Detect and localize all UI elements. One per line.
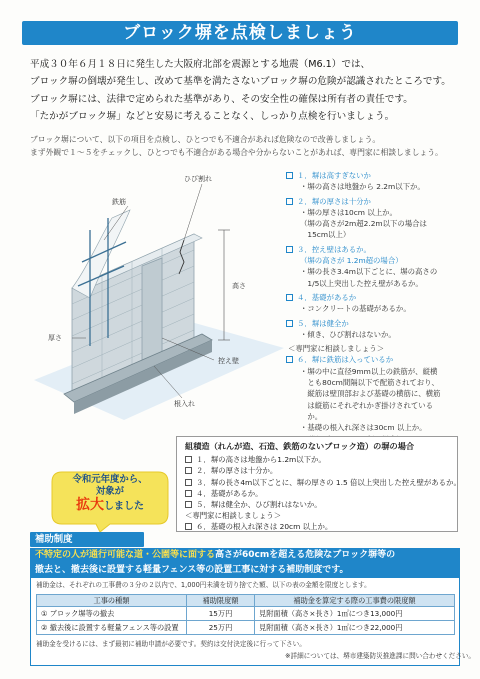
checkbox-icon[interactable] [185,490,192,497]
subsidy-footnote: 補助金を受けるには、まず最初に補助申請が必要です。契約は交付決定後に行って下さい。 [36,640,306,648]
check-item-6[interactable]: ６．塀に鉄筋は入っているか [286,354,466,365]
masonry-item[interactable]: ６．基礎の根入れ深さは 20cm 以上か。 [185,521,449,532]
masonry-item[interactable]: ４．基礎があるか。 [185,488,449,499]
checkbox-icon[interactable] [185,456,192,463]
checkbox-icon[interactable] [286,294,293,301]
subsidy-details [30,578,476,666]
label-foundation: 根入れ [174,400,195,408]
intro-line: ブロック塀の倒壊が発生し、改めて基準を満たさないブロック塀の危険が認識されたところです。 [30,76,451,88]
block-wall-illustration [34,170,284,420]
table-header-row: 工事の種類 補助限度額 補助金を算定する際の工事費の限度額 [37,595,455,607]
expansion-badge: 令和元年度から、 対象が 拡大しました [72,474,148,513]
checkbox-icon[interactable] [286,356,293,363]
label-rebar: 鉄筋 [112,198,126,206]
label-buttress: 控え壁 [218,357,239,365]
subsidy-heading: 補助制度 [30,532,144,547]
checkbox-icon[interactable] [286,198,293,205]
masonry-item[interactable]: ２．塀の厚さは十分か。 [185,465,449,476]
subsidy-table [36,594,455,635]
lead-line: まず外観で１～５をチェックし、ひとつでも不適合がある場合や分からないことがあれば、専門家に相談しましょう。 [30,148,443,157]
label-height: 高さ [232,282,246,290]
check-item-5[interactable]: ５．塀は健全か [286,318,466,329]
intro-text [30,56,458,126]
checkbox-icon[interactable] [185,467,192,474]
check-item-2[interactable]: ２．塀の厚さは十分か [286,196,466,207]
check-item-4[interactable]: ４．基礎があるか [286,292,466,303]
check-item-1[interactable]: １．塀は高すぎないか [286,170,466,181]
checklist: １．塀は高すぎないか ・塀の高さは地盤から 2.2m以下か。 ２．塀の厚さは十分か ・塀の厚さは10cm 以上か。 （塀の高さが2m超2.2m以下の場合は 15cm以上） ３．控え壁はあるか。 （塀の高さが 1.2m超の場合） ・塀の長さ3.4m以下ごとに、塀の高さの 1/5以上突出した控え壁があるか。 ４．基礎があるか ・コンクリートの基礎があるか。 ５．塀は健全か ・傾き、ひび割れはないか。 ＜専門家に相談しましょう＞ ６．塀に鉄筋は入っているか ・塀の中に直径9mm以上の鉄筋が、縦横 とも80cm間隔以下で配筋されており、 縦筋は壁頂部および基礎の横筋に、横筋 は縦筋にそれぞれかぎ掛けされている か。 ・基礎の根入れ深さは30cm 以上か。 [286,170,466,445]
intro-line: 「たかがブロック塀」などと安易に考えることなく、しっかり点検を行いましょう。 [30,111,395,123]
masonry-item[interactable]: ３．塀の長さ4m以下ごとに、塀の厚さの 1.5 倍以上突出した控え壁があるか。 [185,477,449,488]
masonry-item[interactable]: １．塀の高さは地盤から1.2m以下か。 [185,454,449,465]
checkbox-icon[interactable] [185,523,192,530]
page-title: ブロック塀を点検しましょう [22,21,458,45]
checkbox-icon[interactable] [185,501,192,508]
table-row: ① ブロック塀等の撤去 15万円 見附面積（高さ×長さ）1㎡につき13,000円 [37,607,455,621]
label-thickness: 厚さ [48,334,62,342]
buttress [142,258,162,368]
subsidy-note: 補助金は、それぞれの工事費の３分の２以内で、1,000円未満を切り捨てた額、以下の表の金額を限度とします。 [36,581,371,589]
label-crack: ひび割れ [184,175,212,183]
masonry-item[interactable]: ５．塀は健全か、ひび割れはないか。 [185,499,449,510]
subsidy-summary: 不特定の人が通行可能な道・公園等に面する高さが60cmを超える危険なブロック塀等の 撤去と、撤去後に設置する軽量フェンス等の設置工事に対する補助制度です。 [30,548,460,578]
lead-line: ブロック塀について、以下の項目を点検し、ひとつでも不適合があれば危険なので改善しましょう。 [30,135,381,144]
masonry-checklist [176,436,461,532]
expert-note: ＜専門家に相談しましょう＞ [288,344,385,354]
checkbox-icon[interactable] [286,320,293,327]
check-item-3[interactable]: ３．控え壁はあるか。 [286,244,466,255]
checkbox-icon[interactable] [286,246,293,253]
lead-text [30,133,458,159]
table-row: ② 撤去後に設置する軽量フェンス等の設置 25万円 見附面積（高さ×長さ）1㎡につき22,000円 [37,621,455,635]
intro-line: 平成３０年６月１８日に発生した大阪府北部を震源とする地震（M6.1）では、 [30,59,371,70]
masonry-heading: 組積造（れんが造、石造、鉄筋のないブロック造）の塀の場合 [185,441,415,451]
intro-line: ブロック塀には、法律で定められた基準があり、その安全性の確保は所有者の責任です。 [30,93,413,105]
checkbox-icon[interactable] [185,479,192,486]
masonry-expert-note: ＜専門家に相談しましょう＞ [185,511,282,521]
subsidy-contact-note: ※詳細については、堺市建築防災推進課に問い合わせください。 [285,652,476,660]
checkbox-icon[interactable] [286,172,293,179]
